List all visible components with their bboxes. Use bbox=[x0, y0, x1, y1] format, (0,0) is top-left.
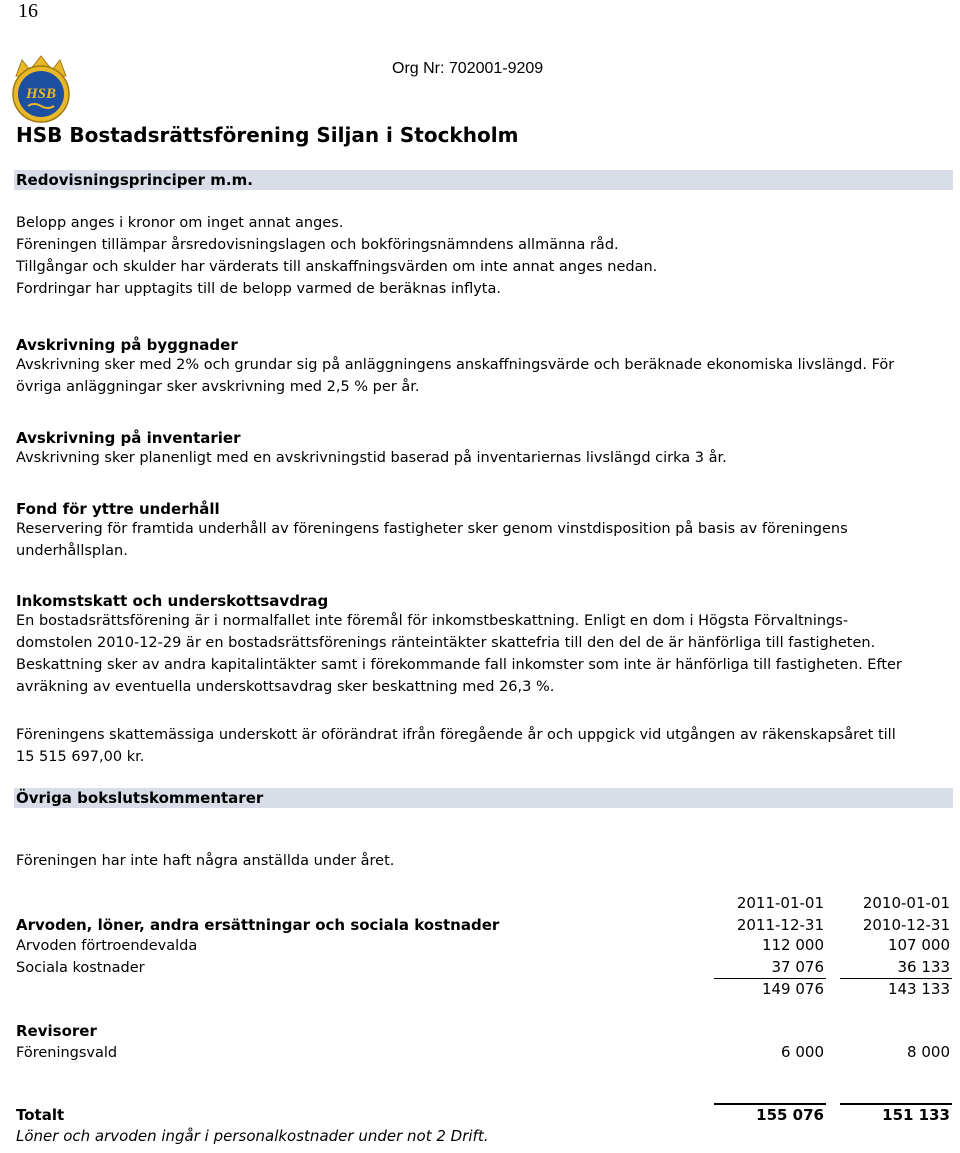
row-label: Föreningsvald bbox=[16, 1045, 118, 1061]
row-label: Sociala kostnader bbox=[16, 960, 145, 976]
text-line: avräkning av eventuella underskottsavdrag sker beskattning med 26,3 %. bbox=[16, 679, 555, 695]
page-title: HSB Bostadsrättsförening Siljan i Stockholm bbox=[16, 123, 519, 147]
text-line: domstolen 2010-12-29 är en bostadsrättsförenings ränteintäkter skattefria till den del de är hänförliga till fastigheten. bbox=[16, 635, 876, 651]
section-heading: Redovisningsprinciper m.m. bbox=[16, 171, 253, 189]
text-line: Tillgångar och skulder har värderats till anskaffningsvärden om inte annat anges nedan. bbox=[16, 259, 658, 275]
subheading: Avskrivning på inventarier bbox=[16, 429, 241, 447]
subtotal-col2: 143 133 bbox=[887, 980, 950, 998]
hsb-logo bbox=[6, 54, 76, 124]
total-col2: 151 133 bbox=[882, 1106, 950, 1124]
row-value-col2: 36 133 bbox=[897, 958, 950, 976]
col1-to: 2011-12-31 bbox=[736, 916, 824, 934]
revisorer-heading: Revisorer bbox=[16, 1022, 97, 1040]
total-rule-col2 bbox=[840, 1103, 952, 1105]
org-number: Org Nr: 702001-9209 bbox=[392, 60, 544, 77]
block-skatt bbox=[16, 592, 902, 698]
section-header-redovisning bbox=[14, 170, 953, 190]
total-rule-col1 bbox=[714, 1103, 826, 1105]
row-value-col1: 6 000 bbox=[781, 1043, 824, 1061]
text-line: Fordringar har upptagits till de belopp varmed de beräknas inflyta. bbox=[16, 281, 501, 297]
text-line: Föreningen tillämpar årsredovisningslagen och bokföringsnämndens allmänna råd. bbox=[16, 237, 619, 253]
text-line: Belopp anges i kronor om inget annat anges. bbox=[16, 215, 344, 231]
text-line: En bostadsrättsförening är i normalfallet inte föremål för inkomstbeskattning. Enligt en dom i Högsta Förvaltnings- bbox=[16, 613, 849, 629]
row-value-col1: 112 000 bbox=[761, 936, 824, 954]
col2-from: 2010-01-01 bbox=[862, 894, 950, 912]
text-line: underhållsplan. bbox=[16, 543, 128, 559]
subheading: Avskrivning på byggnader bbox=[16, 336, 238, 354]
block-byggnader bbox=[16, 336, 894, 398]
subheading: Inkomstskatt och underskottsavdrag bbox=[16, 592, 329, 610]
text-line: 15 515 697,00 kr. bbox=[16, 749, 145, 765]
subtotal-col1: 149 076 bbox=[761, 980, 824, 998]
subheading: Fond för yttre underhåll bbox=[16, 500, 220, 518]
redovisning-text bbox=[16, 212, 657, 300]
table-heading: Arvoden, löner, andra ersättningar och sociala kostnader bbox=[16, 916, 500, 934]
footnote: Löner och arvoden ingår i personalkostnader under not 2 Drift. bbox=[16, 1127, 489, 1145]
total-label: Totalt bbox=[16, 1106, 65, 1124]
block-fond bbox=[16, 500, 848, 562]
row-value-col2: 107 000 bbox=[887, 936, 950, 954]
text-line: Avskrivning sker med 2% och grundar sig på anläggningens anskaffningsvärde och beräknade ekonomiska livslängd. För bbox=[16, 357, 895, 373]
page-number: 16 bbox=[18, 0, 38, 22]
subtotal-rule-col2 bbox=[840, 978, 952, 979]
section-heading: Övriga bokslutskommentarer bbox=[16, 789, 264, 807]
row-value-col1: 37 076 bbox=[771, 958, 824, 976]
text-line: Beskattning sker av andra kapitalintäkter samt i förekommande fall inkomster som inte är hänförliga till fastigheten. Efter bbox=[16, 657, 902, 673]
total-col1: 155 076 bbox=[756, 1106, 824, 1124]
intro-text: Föreningen har inte haft några anställda under året. bbox=[16, 853, 395, 869]
block-inventarier bbox=[16, 429, 727, 469]
col1-from: 2011-01-01 bbox=[736, 894, 824, 912]
row-value-col2: 8 000 bbox=[907, 1043, 950, 1061]
block-underskott bbox=[16, 724, 896, 768]
row-label: Arvoden förtroendevalda bbox=[16, 938, 198, 954]
text-line: Reservering för framtida underhåll av föreningens fastigheter sker genom vinstdisposition på basis av föreningens bbox=[16, 521, 848, 537]
text-line: övriga anläggningar sker avskrivning med 2,5 % per år. bbox=[16, 379, 420, 395]
col2-to: 2010-12-31 bbox=[862, 916, 950, 934]
section-header-bokslut bbox=[14, 788, 953, 808]
text-line: Avskrivning sker planenligt med en avskrivningstid baserad på inventariernas livslängd cirka 3 år. bbox=[16, 450, 727, 466]
text-line: Föreningens skattemässiga underskott är oförändrat ifrån föregående år och uppgick vid utgången av räkenskapsåret till bbox=[16, 727, 896, 743]
subtotal-rule-col1 bbox=[714, 978, 826, 979]
svg-text:HSB: HSB bbox=[25, 86, 57, 102]
